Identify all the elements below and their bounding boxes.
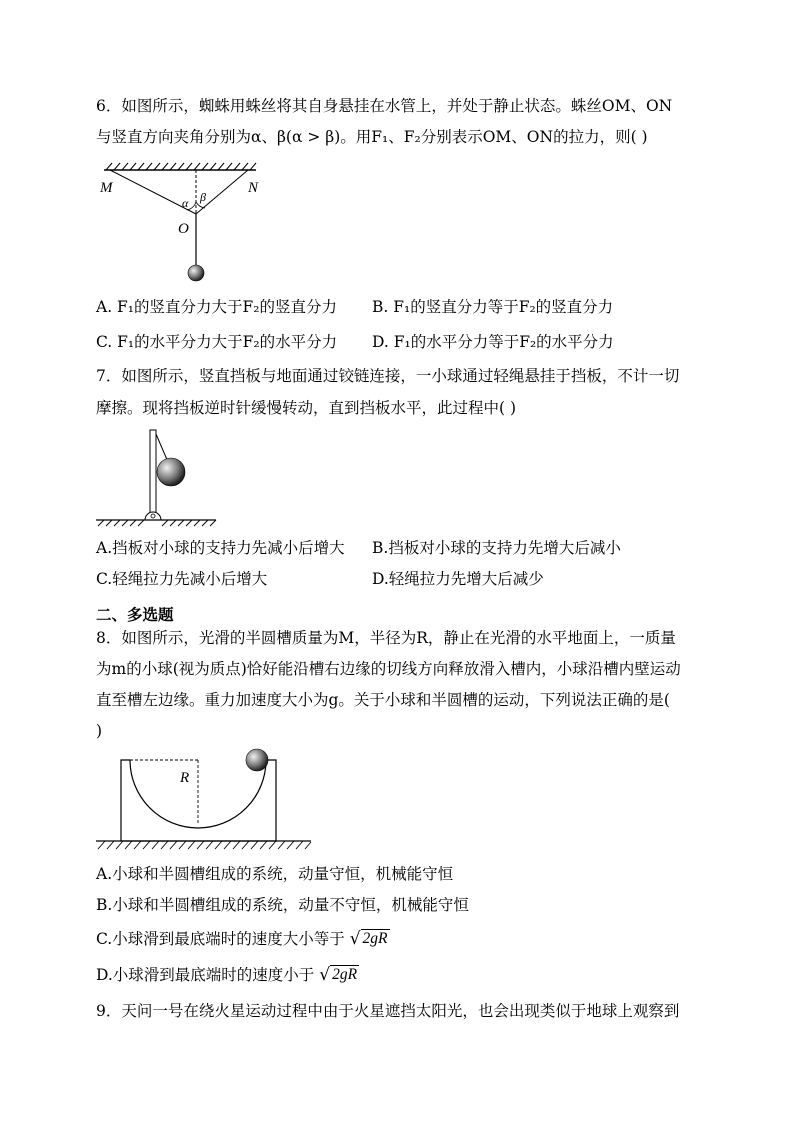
q8-option-c-sqrt-expr: 2gR [362, 930, 388, 947]
q6-spider-ball [188, 265, 204, 281]
q8-option-d-row [96, 964, 359, 986]
q8-groove-body [121, 760, 276, 841]
q8-option-c-sqrt: √ 2gR [349, 929, 388, 949]
q8-option-b: B.小球和半圆槽组成的系统，动量不守恒，机械能守恒 [96, 896, 469, 914]
q7-board-figure [96, 428, 221, 528]
q6-label-o: O [178, 221, 189, 237]
section-heading-multiple-choice: 二、多选题 [96, 606, 174, 624]
q7-ball [157, 458, 185, 486]
q8-option-d-sqrt-expr: 2gR [332, 966, 358, 983]
q8-option-a: A.小球和半圆槽组成的系统，动量守恒，机械能守恒 [96, 865, 454, 883]
q6-label-n: N [248, 180, 259, 196]
q7-stem-line2: 摩擦。现将挡板逆时针缓慢转动，直到挡板水平，此过程中( ) [96, 399, 517, 417]
q6-option-b: B. F₁的竖直分力等于F₂的竖直分力 [372, 298, 614, 316]
q6-option-a: A. F₁的竖直分力大于F₂的竖直分力 [96, 298, 337, 316]
q7-rope [156, 434, 168, 462]
q9-stem-line1: 9．天问一号在绕火星运动过程中由于火星遮挡太阳光，也会出现类似于地球上观察到 [96, 1002, 680, 1020]
q6-option-c: C. F₁的水平分力大于F₂的水平分力 [96, 333, 338, 351]
q6-label-beta: β [200, 190, 206, 204]
q7-option-d: D.轻绳拉力先增大后减少 [372, 570, 544, 588]
q8-option-d: D.小球滑到最底端时的速度小于 [96, 966, 315, 984]
q7-ground-hatching [98, 520, 216, 526]
q6-stem-line2: 与竖直方向夹角分别为α、β(α > β)。用F₁、F₂分别表示OM、ON的拉力，则( ) [96, 128, 648, 146]
q8-option-c: C.小球滑到最底端时的速度大小等于 [96, 930, 345, 948]
q8-stem-line4: ) [96, 722, 103, 740]
q8-label-r: R [180, 770, 190, 786]
q8-option-d-sqrt: √ 2gR [319, 965, 358, 985]
q6-label-alpha: α [182, 196, 189, 210]
q6-arc-alpha [187, 202, 196, 210]
q8-ball [246, 749, 268, 771]
q7-option-b: B.挡板对小球的支持力先增大后减小 [372, 539, 621, 557]
q8-semicircle-groove-figure [96, 746, 316, 856]
q8-stem-line3: 直至槽左边缘。重力加速度大小为g。关于小球和半圆槽的运动，下列说法正确的是( [96, 691, 670, 709]
q8-option-c-row [96, 928, 390, 950]
q6-stem-line1: 6．如图所示，蜘蛛用蛛丝将其自身悬挂在水管上，并处于静止状态。蛛丝OM、ON [96, 97, 673, 115]
q6-option-d: D. F₁的水平分力等于F₂的水平分力 [372, 333, 614, 351]
q7-stem-line1: 7．如图所示，竖直挡板与地面通过铰链连接，一小球通过轻绳悬挂于挡板，不计一切 [96, 367, 680, 385]
q8-stem-line1: 8．如图所示，光滑的半圆槽质量为M，半径为R，静止在光滑的水平地面上，一质量 [96, 629, 676, 647]
q6-pipe-hatching [106, 163, 256, 170]
q7-vertical-board [150, 430, 156, 515]
q7-option-c: C.轻绳拉力先减小后增大 [96, 570, 268, 588]
q8-ground-hatching [98, 841, 311, 849]
q6-spider-figure [96, 160, 266, 290]
q7-option-a: A.挡板对小球的支持力先减小后增大 [96, 539, 345, 557]
q8-stem-line2: 为m的小球(视为质点)恰好能沿槽右边缘的切线方向释放滑入槽内，小球沿槽内壁运动 [96, 660, 681, 678]
q6-label-m: M [100, 180, 113, 196]
